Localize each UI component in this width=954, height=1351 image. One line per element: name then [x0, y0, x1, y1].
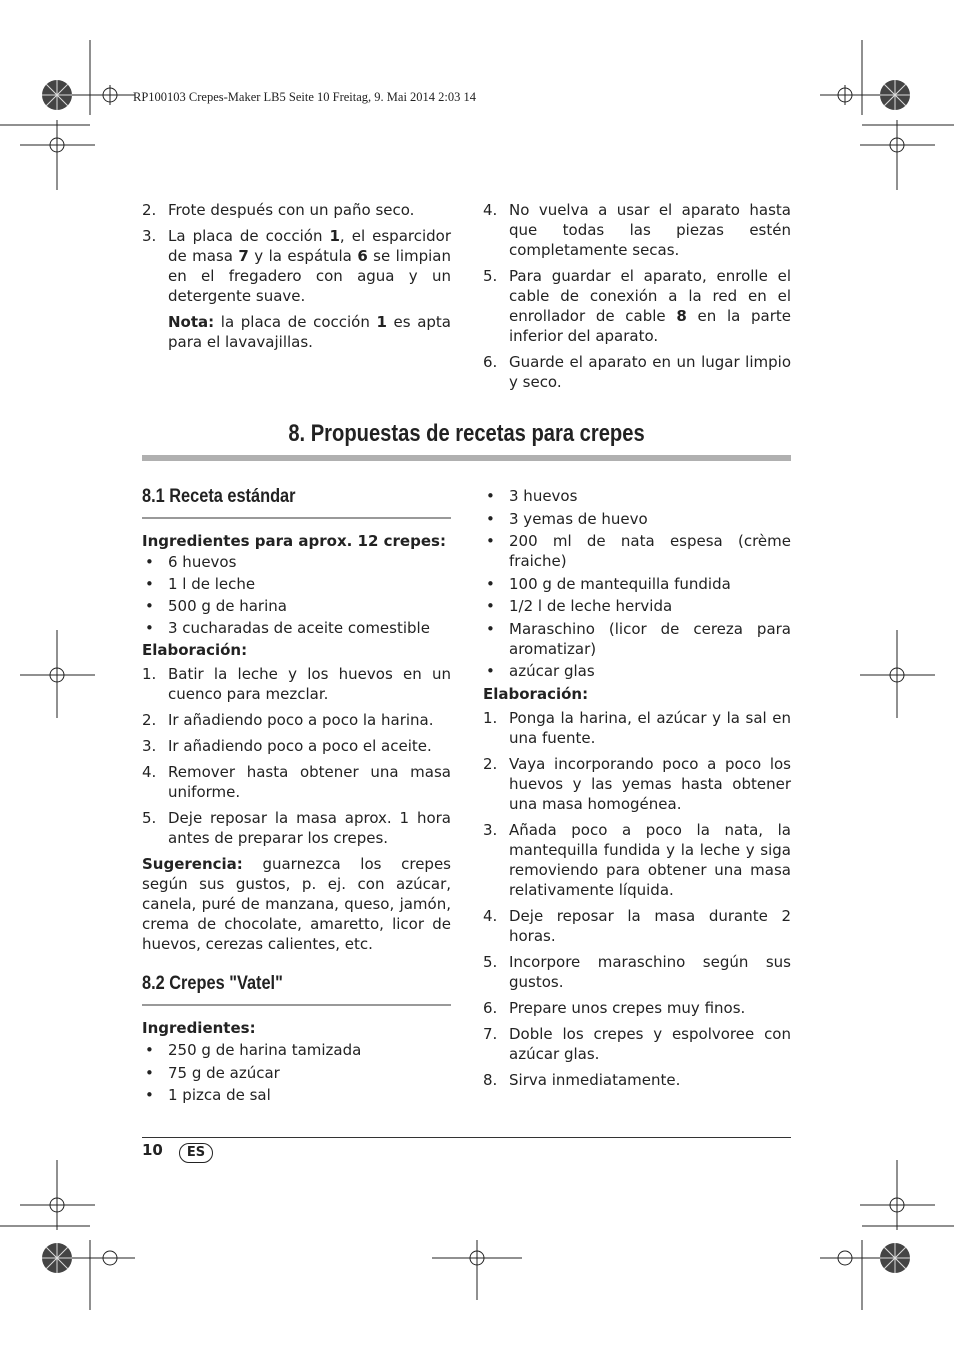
step-number: 2. [142, 201, 157, 219]
ingredient-text: 3 yemas de huevo [509, 509, 648, 528]
ingredient-text: 3 huevos [509, 487, 578, 505]
step-number: 6. [483, 353, 498, 371]
step-text: Remover hasta obtener una masa uniforme. [168, 763, 451, 801]
page-number: 10 [142, 1141, 163, 1159]
ingredient-item [142, 596, 451, 616]
ingredient-item [483, 509, 791, 529]
numbered-step [142, 200, 451, 220]
step-number: 5. [483, 267, 498, 285]
step-number: 3. [483, 820, 498, 839]
recipe-standard [142, 531, 451, 954]
step-number: 4. [483, 906, 498, 925]
ingredient-text: 100 g de mantequilla fundida [509, 574, 731, 593]
numbered-step [483, 820, 791, 900]
ingredient-item [483, 661, 791, 681]
numbered-step [483, 708, 791, 748]
numbered-step [483, 754, 791, 814]
steps-label: Elaboración: [142, 641, 248, 659]
step-number: 2. [483, 754, 498, 773]
cleaning-steps-left [142, 200, 451, 352]
step-number: 4. [483, 201, 498, 219]
bullet-icon: • [145, 597, 154, 615]
numbered-step [483, 1070, 791, 1090]
section-title: 8. Propuestas de recetas para crepes [288, 420, 645, 447]
ingredient-text: 1/2 l de leche hervida [509, 597, 673, 615]
step-text: Vaya incorporando poco a poco los huevos y las yemas hasta obtener una masa homogénea. [509, 754, 791, 813]
numbered-step [142, 736, 451, 756]
tip-paragraph: Sugerencia: guarnezca los crepes según sus gustos, p. ej. con azúcar, canela, puré de manzana, queso, jamón, crema de chocolate, amaretto, licor de huevos, cerezas calientes, etc. [142, 855, 451, 953]
ingredient-text: 200 ml de nata espesa (crème fraiche) [509, 532, 791, 570]
language-badge: ES [179, 1143, 213, 1163]
step-text: Ir añadiendo poco a poco la harina. [168, 711, 434, 729]
numbered-step [142, 808, 451, 848]
subsection-rule-8-2 [142, 1004, 451, 1006]
ingredient-text: 3 cucharadas de aceite comestible [168, 619, 430, 637]
bullet-icon: • [145, 1086, 154, 1104]
ingredient-text: 1 l de leche [168, 575, 256, 593]
ingredient-item [142, 618, 451, 638]
numbered-step [142, 664, 451, 704]
numbered-step [142, 710, 451, 730]
ingredient-text: 250 g de harina tamizada [168, 1041, 362, 1059]
step-text: Batir la leche y los huevos en un cuenco para mezclar. [168, 665, 451, 703]
subsection-title-8-1: 8.1 Receta estándar [142, 486, 296, 507]
step-text: Frote después con un paño seco. [168, 201, 415, 219]
bullet-icon: • [145, 575, 154, 593]
bullet-icon: • [486, 532, 495, 550]
step-text: No vuelva a usar el aparato hasta que todas las piezas estén completamente secas. [509, 201, 791, 259]
ingredients-label: Ingredientes para aprox. 12 crepes: [142, 532, 446, 550]
bullet-icon: • [486, 509, 495, 528]
section-title-bar [142, 455, 791, 461]
note-paragraph: Nota: la placa de cocción 1 es apta para el lavavajillas. [168, 313, 451, 351]
step-text: Para guardar el aparato, enrolle el cable de conexión a la red en el enrollador de cable 8 en la parte inferior del aparato. [509, 267, 791, 345]
bullet-icon: • [486, 619, 495, 638]
numbered-step [483, 998, 791, 1018]
numbered-step [142, 762, 451, 802]
ingredient-text: 500 g de harina [168, 597, 287, 615]
footer-rule [142, 1137, 791, 1138]
numbered-step [483, 1024, 791, 1064]
ingredient-text: azúcar glas [509, 662, 595, 680]
step-number: 3. [142, 227, 157, 245]
step-text: La placa de cocción 1, el esparcidor de masa 7 y la espátula 6 se limpian en el fregadero con agua y un detergente suave. [168, 227, 452, 305]
bullet-icon: • [486, 487, 495, 505]
step-text: Ir añadiendo poco a poco el aceite. [168, 737, 432, 755]
bullet-icon: • [145, 619, 154, 637]
bullet-icon: • [486, 574, 495, 593]
subsection-rule-8-1 [142, 517, 451, 519]
step-number: 3. [142, 737, 157, 755]
step-text: Prepare unos crepes muy finos. [509, 998, 746, 1017]
step-text: Deje reposar la masa durante 2 horas. [509, 906, 791, 945]
step-number: 2. [142, 711, 157, 729]
step-text: Deje reposar la masa aprox. 1 hora antes de preparar los crepes. [168, 809, 451, 847]
ingredient-item [483, 619, 791, 659]
bullet-icon: • [486, 662, 495, 680]
numbered-step [483, 352, 791, 392]
bullet-icon: • [145, 1063, 154, 1082]
ingredient-text: 1 pizca de sal [168, 1086, 271, 1104]
ingredient-text: 75 g de azúcar [168, 1063, 280, 1082]
step-text: Ponga la harina, el azúcar y la sal en una fuente. [509, 708, 791, 747]
step-text: Sirva inmediatamente. [509, 1070, 681, 1089]
ingredient-text: Maraschino (licor de cereza para aromatizar) [509, 619, 791, 658]
step-number: 5. [142, 809, 157, 827]
numbered-step [142, 226, 451, 306]
ingredient-item [483, 574, 791, 594]
step-number: 5. [483, 952, 498, 971]
ingredient-text: 6 huevos [168, 553, 237, 571]
cleaning-steps-right [483, 200, 791, 398]
step-text: Guarde el aparato en un lugar limpio y seco. [509, 353, 791, 391]
subsection-title-8-2: 8.2 Crepes "Vatel" [142, 973, 283, 994]
step-number: 6. [483, 998, 498, 1017]
bullet-icon: • [145, 1041, 154, 1059]
bullet-icon: • [145, 553, 154, 571]
bullet-icon: • [486, 597, 495, 615]
ingredient-item [483, 596, 791, 616]
numbered-step [483, 200, 791, 260]
ingredient-item [142, 1063, 451, 1083]
ingredient-item [142, 552, 451, 572]
numbered-step [483, 906, 791, 946]
step-text: Añada poco a poco la nata, la mantequilla fundida y la leche y siga removiendo para obtener una masa relativamente líquida. [509, 820, 791, 899]
print-slug: RP100103 Crepes-Maker LB5 Seite 10 Freitag, 9. Mai 2014 2:03 14 [133, 90, 477, 104]
step-number: 4. [142, 763, 157, 781]
ingredient-item [142, 1040, 451, 1060]
step-text: Incorpore maraschino según sus gustos. [509, 952, 791, 991]
recipe-vatel-right [483, 486, 791, 1096]
ingredient-item [483, 531, 791, 571]
ingredient-item [483, 486, 791, 506]
step-text: Doble los crepes y espolvoree con azúcar glas. [509, 1024, 791, 1063]
recipe-vatel-left [142, 1018, 451, 1108]
ingredient-item [142, 574, 451, 594]
ingredients-label: Ingredientes: [142, 1019, 256, 1037]
numbered-step [483, 952, 791, 992]
numbered-step [483, 266, 791, 346]
step-number: 1. [142, 665, 157, 683]
ingredient-item [142, 1085, 451, 1105]
step-number: 1. [483, 708, 498, 727]
steps-label: Elaboración: [483, 684, 589, 703]
step-number: 7. [483, 1024, 498, 1043]
step-number: 8. [483, 1070, 498, 1089]
